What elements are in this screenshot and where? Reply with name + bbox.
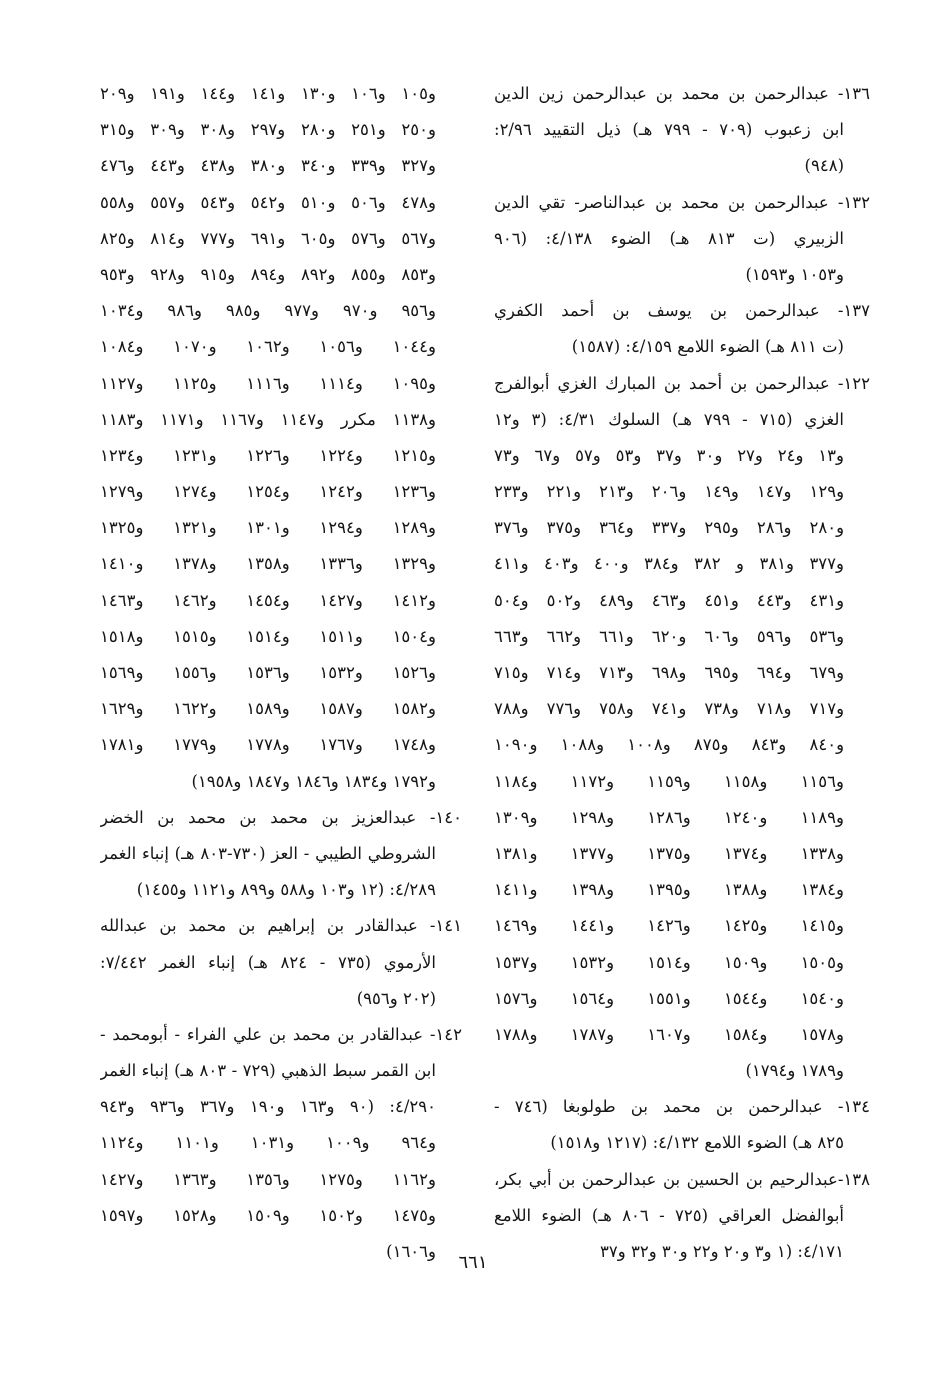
entry-continuation-line: و١٧٨٩ و١٧٩٤) [745,1061,844,1081]
right-column [494,76,870,1270]
entry-continuation-line: الشروطي الطيبي - العز (٧٣٠-٨٠٣ هـ) إنباء الغمر [100,843,436,863]
index-entry [494,366,870,1090]
entry-continuation-line: و٩٥٦ و٩٧٠ و٩٧٧ و٩٨٥ و٩٨٦ و١٠٣٤ [100,301,436,321]
entry-continuation-line: و١٤١٢ و١٤٢٧ و١٤٥٤ و١٤٦٢ و١٤٦٣ [100,590,436,610]
left-column [100,76,462,1270]
entry-continuation-line: و١٠٥ و١٠٦ و١٣٠ و١٤١ و١٤٤ و١٩١ و٢٠٩ [100,84,436,103]
index-entry [494,1089,870,1161]
index-entry [494,185,870,294]
entry-continuation-line: و١٠٥٣ و١٥٩٣) [745,264,844,284]
entry-continuation-line: و١٣٢٩ و١٣٣٦ و١٣٥٨ و١٣٧٨ و١٤١٠ [100,554,436,574]
index-entry [100,800,462,909]
entry-continuation-line: أبوالفضل العراقي (٧٢٥ - ٨٠٦ هـ) الضوء اللامع [494,1205,844,1225]
entry-continuation-line: الغزي (٧١٥ - ٧٩٩ هـ) السلوك ٤/٣١: (٣ و١٢ [494,409,845,429]
entry-continuation-line: و١١٥٦ و١١٥٨ و١١٥٩ و١١٧٢ و١١٨٤ [494,771,844,791]
entry-continuation-line: و٢٨٠ و٢٨٦ و٢٩٥ و٣٣٧ و٣٦٤ و٣٧٥ و٣٧٦ [494,518,845,538]
entry-first-line: ١٣٤- عبدالرحمن بن محمد بن طولوبغا (٧٤٦ - [494,1097,870,1117]
entry-first-line: ١٤٢- عبدالقادر بن محمد بن علي الفراء - أبومحمد - [100,1024,462,1044]
index-entry [100,908,462,1017]
entry-first-line: ١٣٢- عبدالرحمن بن محمد بن عبدالناصر- تقي الدين [494,192,870,212]
entry-first-line: ١٣٧- عبدالرحمن بن يوسف بن أحمد الكفري [494,301,870,321]
entry-continuation-line: الأرموي (٧٣٥ - ٨٢٤ هـ) إنباء الغمر ٧/٤٤٢: [100,952,437,972]
entry-continuation-line: (٢٠٢ و٩٥٦) [356,988,436,1008]
entry-continuation-line: و١٠٤٤ و١٠٥٦ و١٠٦٢ و١٠٧٠ و١٠٨٤ [100,337,436,357]
entry-continuation-line: و١٢٣٦ و١٢٤٢ و١٢٥٤ و١٢٧٤ و١٢٧٩ [100,482,436,502]
entry-continuation-line: و٧١٧ و٧١٨ و٧٣٨ و٧٤١ و٧٥٨ و٧٧٦ و٧٨٨ [494,699,845,719]
entry-first-line: ١٤١- عبدالقادر بن إبراهيم بن محمد بن عبدالله [100,916,462,936]
entry-continuation-line: (٩٤٨) [804,156,844,176]
entry-continuation-line: ابن زعبوب (٧٠٩ - ٧٩٩ هـ) ذيل التقييد ٢/٩٦: [494,120,844,140]
entry-continuation-line: و١٣ و٢٤ و٢٧ و٣٠ و٣٧ و٥٣ و٥٧ و٦٧ و٧٣ [494,445,844,465]
entry-continuation-line: و٣٧٧ و٣٨١ و ٣٨٢ و٣٨٤ و٤٠٠ و٤٠٣ و٤١١ [494,554,844,574]
entry-first-line: ١٣٦- عبدالرحمن بن محمد بن عبدالرحمن زين الدين [494,84,870,103]
entry-continuation-line: و١٦٠٦) [386,1242,436,1261]
entry-continuation-line: و١١٣٨ مكرر و١١٤٧ و١١٦٧ و١١٧١ و١١٨٣ [100,409,437,429]
entry-continuation-line: و٢٥٠ و٢٥١ و٢٨٠ و٢٩٧ و٣٠٨ و٣٠٩ و٣١٥ [100,120,436,140]
entry-continuation-line: و٦٧٩ و٦٩٤ و٦٩٥ و٦٩٨ و٧١٣ و٧١٤ و٧١٥ [494,663,845,682]
entry-continuation-line: و١١٦٢ و١٢٧٥ و١٣٥٦ و١٣٦٣ و١٤٢٧ [100,1169,436,1189]
page-number: ٦٦١ [458,1252,488,1273]
entry-continuation-line: و١٥٠٤ و١٥١١ و١٥١٤ و١٥١٥ و١٥١٨ [100,626,436,646]
entry-continuation-line: ابن القمر سبط الذهبي (٧٢٩ - ٨٠٣ هـ) إنباء الغمر [100,1061,436,1081]
entry-continuation-line: و٨٤٠ و٨٤٣ و٨٧٥ و١٠٠٨ و١٠٨٨ و١٠٩٠ [494,735,845,755]
index-entry [494,1162,870,1271]
entry-first-line: ١٣٨-عبدالرحيم بن الحسين بن عبدالرحمن بن أبي بكر، [494,1169,870,1189]
entry-continuation-line: و١١٨٩ و١٢٤٠ و١٢٨٦ و١٢٩٨ و١٣٠٩ [494,807,844,827]
entry-continuation-line: و١٤٧٥ و١٥٠٢ و١٥٠٩ و١٥٢٨ و١٥٩٧ [100,1205,436,1225]
entry-continuation-line: و٥٦٧ و٥٧٦ و٦٠٥ و٦٩١ و٧٧٧ و٨١٤ و٨٢٥ [100,228,436,248]
entry-continuation-line: و١٢٨٩ و١٢٩٤ و١٣٠١ و١٣٢١ و١٣٢٥ [100,518,436,538]
entry-continuation-line: و١٥٠٥ و١٥٠٩ و١٥١٤ و١٥٣٢ و١٥٣٧ [494,952,844,972]
index-entry [494,293,870,365]
entry-continuation-line: ٤/١٧١: (١ و٣ و٢٠ و٢٢ و٣٠ و٣٢ و٣٧ [600,1242,844,1261]
entry-continuation-line: ٨٢٥ هـ) الضوء اللامع ٤/١٣٢: (١٢١٧ و١٥١٨) [550,1133,844,1153]
entry-continuation-line: و١٧٩٢ و١٨٣٤ و١٨٤٦ و١٨٤٧ و١٩٥٨) [191,771,436,791]
entry-continuation-line: ٤/٢٨٩: (١٢ و١٠٣ و٥٨٨ و٨٩٩ و١١٢١ و١٤٥٥) [136,880,436,900]
index-entry [494,76,870,185]
index-entry [100,1017,462,1270]
entry-first-line: ١٢٢- عبدالرحمن بن أحمد بن المبارك الغزي أبوالفرج [494,373,870,393]
entry-continuation-line: (ت ٨١١ هـ) الضوء اللامع ٤/١٥٩: (١٥٨٧) [571,337,844,357]
entry-first-line: ١٤٠- عبدالعزيز بن محمد بن محمد بن الخضر [100,807,462,827]
entry-continuation-line: و١٠٩٥ و١١١٤ و١١١٦ و١١٢٥ و١١٢٧ [100,373,436,393]
entry-continuation-line: و١٥٧٨ و١٥٨٤ و١٦٠٧ و١٧٨٧ و١٧٨٨ [494,1024,844,1044]
entry-continuation-line: و٩٦٤ و١٠٠٩ و١٠٣١ و١١٠١ و١١٢٤ [100,1133,436,1153]
index-entry [100,76,462,800]
entry-continuation-line: و١٣٣٨ و١٣٧٤ و١٣٧٥ و١٣٧٧ و١٣٨١ [494,843,844,863]
entry-continuation-line: و١٢١٥ و١٢٢٤ و١٢٢٦ و١٢٣١ و١٢٣٤ [100,445,436,465]
entry-continuation-line: و٤٧٨ و٥٠٦ و٥١٠ و٥٤٢ و٥٤٣ و٥٥٧ و٥٥٨ [100,192,436,212]
entry-continuation-line: ٤/٢٩٠: (٩٠ و١٦٣ و١٩٠ و٣٦٧ و٩٣٦ و٩٤٣ [100,1097,436,1117]
entry-continuation-line: و٤٣١ و٤٤٣ و٤٥١ و٤٦٣ و٤٨٩ و٥٠٢ و٥٠٤ [494,590,845,610]
entry-continuation-line: و١٢٩ و١٤٧ و١٤٩ و٢٠٦ و٢١٣ و٢٢١ و٢٣٣ [494,482,845,502]
entry-continuation-line: و٣٢٧ و٣٣٩ و٣٤٠ و٣٨٠ و٤٣٨ و٤٤٣ و٤٧٦ [100,156,436,176]
entry-continuation-line: و٨٥٣ و٨٥٥ و٨٩٢ و٨٩٤ و٩١٥ و٩٢٨ و٩٥٣ [100,264,436,284]
entry-continuation-line: و٥٣٦ و٥٩٦ و٦٠٦ و٦٢٠ و٦٦١ و٦٦٢ و٦٦٣ [494,626,845,646]
entry-continuation-line: و١٧٤٨ و١٧٦٧ و١٧٧٨ و١٧٧٩ و١٧٨١ [100,735,436,755]
entry-continuation-line: و١٥٤٠ و١٥٤٤ و١٥٥١ و١٥٦٤ و١٥٧٦ [494,988,844,1008]
entry-continuation-line: و١٥٢٦ و١٥٣٢ و١٥٣٦ و١٥٥٦ و١٥٦٩ [100,663,436,682]
entry-continuation-line: الزبيري (ت ٨١٣ هـ) الضوء ٤/١٣٨: (٩٠٦ [494,228,844,248]
entry-continuation-line: و١٥٨٢ و١٥٨٧ و١٥٨٩ و١٦٢٢ و١٦٢٩ [100,699,436,719]
entry-continuation-line: و١٣٨٤ و١٣٨٨ و١٣٩٥ و١٣٩٨ و١٤١١ [494,880,844,900]
entry-continuation-line: و١٤١٥ و١٤٢٥ و١٤٢٦ و١٤٤١ و١٤٦٩ [494,916,844,936]
